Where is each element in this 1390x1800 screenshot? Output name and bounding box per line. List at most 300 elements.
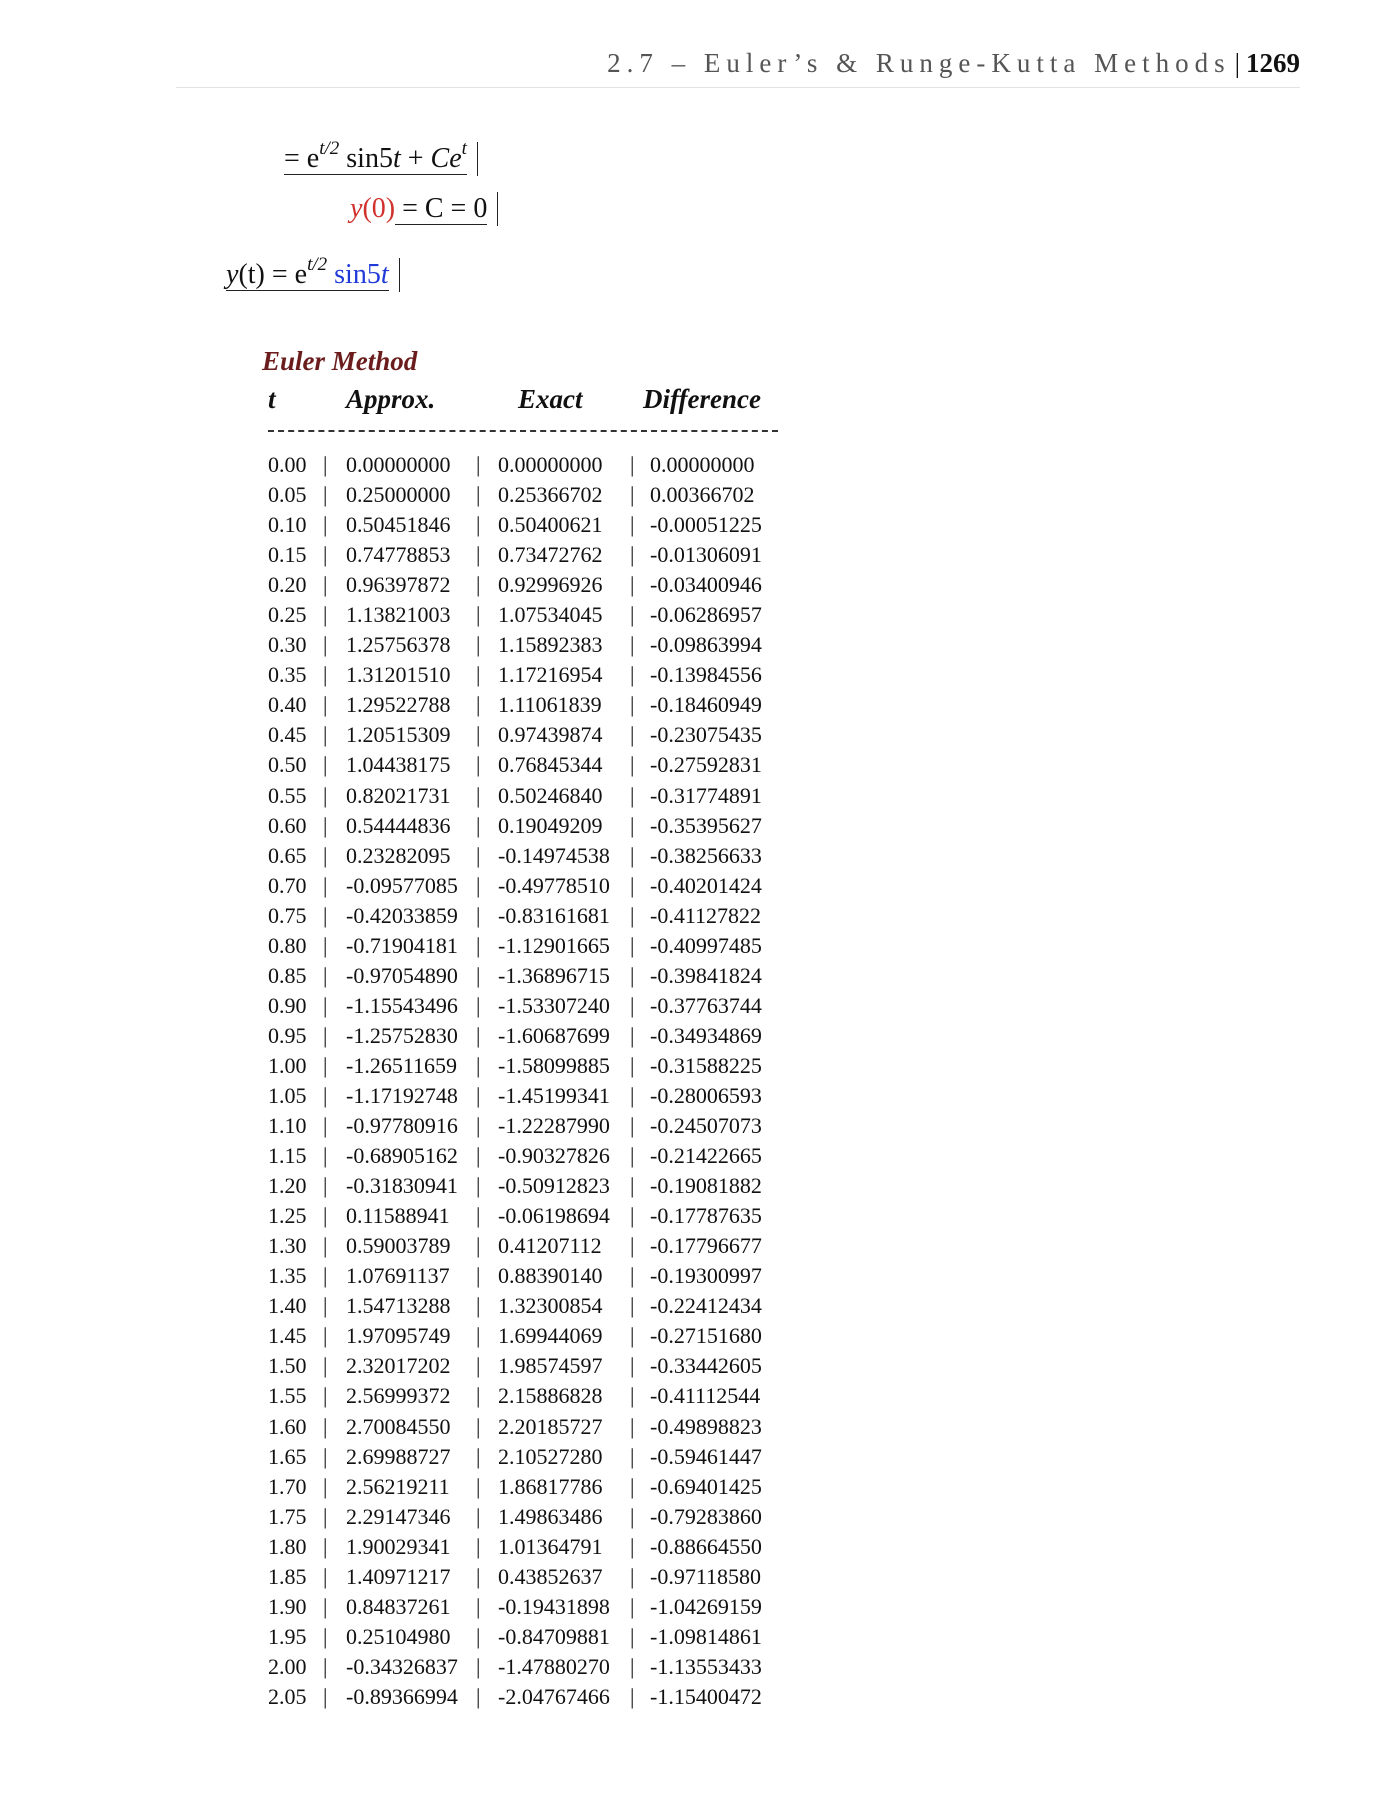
cell-exact: 0.88390140 xyxy=(498,1263,603,1289)
separator: | xyxy=(630,1623,635,1649)
cell-t: 0.65 xyxy=(268,842,307,868)
cell-exact: -0.19431898 xyxy=(498,1593,610,1619)
separator: | xyxy=(630,1203,635,1229)
separator: | xyxy=(630,1233,635,1259)
separator: | xyxy=(630,1113,635,1139)
cell-t: 1.35 xyxy=(268,1263,307,1289)
separator: | xyxy=(476,632,481,658)
cell-difference: -0.79283860 xyxy=(650,1503,762,1529)
separator: | xyxy=(476,1443,481,1469)
separator: | xyxy=(476,932,481,958)
cell-t: 0.95 xyxy=(268,1022,307,1048)
cell-difference: -0.34934869 xyxy=(650,1022,762,1048)
cell-exact: -0.90327826 xyxy=(498,1143,610,1169)
cell-approx: -0.09577085 xyxy=(346,872,458,898)
cell-exact: 1.01364791 xyxy=(498,1533,603,1559)
separator: | xyxy=(630,1383,635,1409)
cell-exact: 1.86817786 xyxy=(498,1473,603,1499)
cell-exact: -2.04767466 xyxy=(498,1683,610,1709)
separator: | xyxy=(323,512,328,538)
cell-approx: -1.15543496 xyxy=(346,992,458,1018)
cell-t: 0.15 xyxy=(268,542,307,568)
separator: | xyxy=(476,1082,481,1108)
separator: | xyxy=(323,1293,328,1319)
separator: | xyxy=(476,482,481,508)
separator: | xyxy=(476,1173,481,1199)
separator: | xyxy=(476,1263,481,1289)
separator: | xyxy=(630,1293,635,1319)
separator: | xyxy=(630,482,635,508)
separator: | xyxy=(476,1323,481,1349)
cell-exact: -0.84709881 xyxy=(498,1623,610,1649)
section-title: Euler Method xyxy=(262,346,418,376)
separator: | xyxy=(630,812,635,838)
separator: | xyxy=(476,602,481,628)
cell-approx: 1.97095749 xyxy=(346,1323,451,1349)
cell-exact: -1.58099885 xyxy=(498,1052,610,1078)
separator: | xyxy=(323,812,328,838)
cell-approx: 2.69988727 xyxy=(346,1443,451,1469)
separator: | xyxy=(630,572,635,598)
cell-difference: -0.39841824 xyxy=(650,962,762,988)
separator: | xyxy=(323,1173,328,1199)
cell-t: 0.90 xyxy=(268,992,307,1018)
cell-exact: 1.69944069 xyxy=(498,1323,603,1349)
separator: | xyxy=(323,1503,328,1529)
cell-approx: 1.04438175 xyxy=(346,752,451,778)
separator: | xyxy=(476,1533,481,1559)
cell-t: 1.20 xyxy=(268,1173,307,1199)
cell-approx: -0.42033859 xyxy=(346,902,458,928)
cell-approx: 0.50451846 xyxy=(346,512,451,538)
separator: | xyxy=(630,962,635,988)
cell-t: 1.30 xyxy=(268,1233,307,1259)
separator: | xyxy=(476,1653,481,1679)
cell-exact: 0.00000000 xyxy=(498,452,603,477)
cell-difference: -0.23075435 xyxy=(650,722,762,748)
cell-difference: -0.13984556 xyxy=(650,662,762,688)
cell-approx: -0.89366994 xyxy=(346,1683,458,1709)
header-t: t xyxy=(268,384,276,414)
separator: | xyxy=(630,1593,635,1619)
separator: | xyxy=(323,1143,328,1169)
cell-t: 1.45 xyxy=(268,1323,307,1349)
separator: | xyxy=(476,1293,481,1319)
separator: | xyxy=(323,1533,328,1559)
cell-difference: -0.35395627 xyxy=(650,812,762,838)
cell-t: 1.90 xyxy=(268,1593,307,1619)
separator: | xyxy=(323,632,328,658)
separator: | xyxy=(630,782,635,808)
cell-t: 1.10 xyxy=(268,1113,307,1139)
separator: | xyxy=(630,1473,635,1499)
separator: | xyxy=(323,1413,328,1439)
separator: | xyxy=(323,1263,328,1289)
separator: | xyxy=(323,962,328,988)
cell-approx: 1.29522788 xyxy=(346,692,451,718)
separator: | xyxy=(323,1233,328,1259)
separator: | xyxy=(476,752,481,778)
cell-difference: -0.37763744 xyxy=(650,992,762,1018)
cell-exact: -1.22287990 xyxy=(498,1113,610,1139)
cell-exact: -1.53307240 xyxy=(498,992,610,1018)
cell-exact: 0.97439874 xyxy=(498,722,603,748)
separator: | xyxy=(323,1383,328,1409)
separator: | xyxy=(630,1443,635,1469)
separator: | xyxy=(323,902,328,928)
cell-approx: 1.31201510 xyxy=(346,662,451,688)
cell-exact: 2.10527280 xyxy=(498,1443,603,1469)
separator: | xyxy=(630,1052,635,1078)
cell-t: 1.15 xyxy=(268,1143,307,1169)
cell-t: 1.00 xyxy=(268,1052,307,1078)
cell-approx: 1.20515309 xyxy=(346,722,451,748)
separator: | xyxy=(323,1323,328,1349)
cell-exact: 2.15886828 xyxy=(498,1383,603,1409)
separator: | xyxy=(476,1233,481,1259)
cell-difference: -1.09814861 xyxy=(650,1623,762,1649)
separator: | xyxy=(630,872,635,898)
header-separator: | xyxy=(1234,48,1240,78)
cell-approx: 1.25756378 xyxy=(346,632,451,658)
cell-difference: -0.27592831 xyxy=(650,752,762,778)
separator: | xyxy=(476,1113,481,1139)
cell-difference: -0.88664550 xyxy=(650,1533,762,1559)
cell-approx: 2.70084550 xyxy=(346,1413,451,1439)
cell-exact: 1.17216954 xyxy=(498,662,603,688)
separator: | xyxy=(323,572,328,598)
separator: | xyxy=(476,692,481,718)
cell-approx: -0.71904181 xyxy=(346,932,458,958)
separator: | xyxy=(323,752,328,778)
separator: | xyxy=(630,1413,635,1439)
separator: | xyxy=(630,722,635,748)
cell-difference: -0.09863994 xyxy=(650,632,762,658)
cell-exact: 1.49863486 xyxy=(498,1503,603,1529)
cell-difference: -0.00051225 xyxy=(650,512,762,538)
cell-difference: -0.41127822 xyxy=(650,902,762,928)
cell-t: 0.05 xyxy=(268,482,307,508)
separator: | xyxy=(630,1143,635,1169)
header-divider xyxy=(268,420,778,432)
cell-exact: -1.60687699 xyxy=(498,1022,610,1048)
separator: | xyxy=(476,1683,481,1709)
cell-t: 0.30 xyxy=(268,632,307,658)
cell-difference: -0.22412434 xyxy=(650,1293,762,1319)
separator: | xyxy=(630,902,635,928)
separator: | xyxy=(323,782,328,808)
cell-difference: -0.38256633 xyxy=(650,842,762,868)
cell-difference: -0.41112544 xyxy=(650,1383,761,1409)
cell-exact: 1.15892383 xyxy=(498,632,603,658)
cell-exact: -0.14974538 xyxy=(498,842,610,868)
cell-difference: -0.01306091 xyxy=(650,542,762,568)
cell-approx: 1.07691137 xyxy=(346,1263,450,1289)
cell-t: 1.05 xyxy=(268,1082,307,1108)
cell-exact: -0.50912823 xyxy=(498,1173,610,1199)
separator: | xyxy=(323,692,328,718)
cell-exact: -0.06198694 xyxy=(498,1203,610,1229)
separator: | xyxy=(630,992,635,1018)
cell-t: 0.85 xyxy=(268,962,307,988)
cell-t: 1.60 xyxy=(268,1413,307,1439)
cell-difference: -0.19081882 xyxy=(650,1173,762,1199)
cell-difference: -0.24507073 xyxy=(650,1113,762,1139)
cell-approx: -0.34326837 xyxy=(346,1653,458,1679)
separator: | xyxy=(630,1022,635,1048)
cell-exact: 0.19049209 xyxy=(498,812,603,838)
cell-t: 0.20 xyxy=(268,572,307,598)
cell-approx: 0.84837261 xyxy=(346,1593,451,1619)
cell-exact: 0.43852637 xyxy=(498,1563,603,1589)
separator: | xyxy=(476,542,481,568)
separator: | xyxy=(630,662,635,688)
cell-difference: -0.97118580 xyxy=(650,1563,762,1589)
cell-approx: 0.59003789 xyxy=(346,1233,451,1259)
separator: | xyxy=(323,932,328,958)
cell-difference: -0.33442605 xyxy=(650,1353,762,1379)
separator: | xyxy=(630,1173,635,1199)
separator: | xyxy=(630,512,635,538)
cell-approx: 0.96397872 xyxy=(346,572,451,598)
separator: | xyxy=(630,1353,635,1379)
separator: | xyxy=(323,1473,328,1499)
separator: | xyxy=(476,1623,481,1649)
separator: | xyxy=(630,932,635,958)
cell-exact: 0.25366702 xyxy=(498,482,603,508)
cell-t: 2.00 xyxy=(268,1653,307,1679)
cell-t: 1.80 xyxy=(268,1533,307,1559)
separator: | xyxy=(323,1623,328,1649)
separator: | xyxy=(323,842,328,868)
separator: | xyxy=(476,1052,481,1078)
chapter-title: 2.7 – Euler’s & Runge-Kutta Methods xyxy=(607,48,1231,78)
cell-t: 0.50 xyxy=(268,752,307,778)
cell-approx: 1.40971217 xyxy=(346,1563,451,1589)
separator: | xyxy=(630,1082,635,1108)
cell-exact: 0.76845344 xyxy=(498,752,603,778)
cell-approx: 0.25104980 xyxy=(346,1623,451,1649)
cell-approx: -0.68905162 xyxy=(346,1143,458,1169)
cell-t: 0.40 xyxy=(268,692,307,718)
cell-t: 0.60 xyxy=(268,812,307,838)
cell-t: 0.55 xyxy=(268,782,307,808)
cell-t: 1.50 xyxy=(268,1353,307,1379)
separator: | xyxy=(630,632,635,658)
cell-difference: -0.18460949 xyxy=(650,692,762,718)
separator: | xyxy=(476,902,481,928)
cell-difference: 0.00366702 xyxy=(650,482,755,508)
separator: | xyxy=(476,812,481,838)
separator: | xyxy=(630,692,635,718)
separator: | xyxy=(630,1683,635,1709)
header-exact: Exact xyxy=(518,384,583,414)
cell-t: 0.10 xyxy=(268,512,307,538)
cell-t: 1.95 xyxy=(268,1623,307,1649)
equation-particular-solution: $y(t) = e^{t/2}$ sin5t xyxy=(226,258,400,292)
separator: | xyxy=(476,1383,481,1409)
cell-exact: -1.45199341 xyxy=(498,1082,610,1108)
separator: | xyxy=(323,602,328,628)
separator: | xyxy=(630,1653,635,1679)
cell-approx: 1.90029341 xyxy=(346,1533,451,1559)
separator: | xyxy=(476,1022,481,1048)
cell-t: 1.40 xyxy=(268,1293,307,1319)
cell-t: 0.25 xyxy=(268,602,307,628)
cell-approx: -0.31830941 xyxy=(346,1173,458,1199)
cell-approx: -0.97054890 xyxy=(346,962,458,988)
separator: | xyxy=(476,1563,481,1589)
separator: | xyxy=(476,1473,481,1499)
cell-difference: 0.00000000 xyxy=(650,452,755,477)
separator: | xyxy=(323,1593,328,1619)
cell-approx: 0.25000000 xyxy=(346,482,451,508)
header-approx: Approx. xyxy=(346,384,436,414)
cell-t: 0.00 xyxy=(268,452,307,477)
page-header xyxy=(0,48,1300,88)
cell-t: 0.35 xyxy=(268,662,307,688)
separator: | xyxy=(323,1563,328,1589)
separator: | xyxy=(323,542,328,568)
separator: | xyxy=(476,872,481,898)
separator: | xyxy=(323,1443,328,1469)
separator: | xyxy=(630,452,635,477)
cell-exact: -0.83161681 xyxy=(498,902,610,928)
cell-difference: -0.28006593 xyxy=(650,1082,762,1108)
cell-approx: 2.56219211 xyxy=(346,1473,450,1499)
cell-approx: -1.17192748 xyxy=(346,1082,458,1108)
cell-approx: 2.29147346 xyxy=(346,1503,451,1529)
cell-approx: 0.00000000 xyxy=(346,452,451,477)
cell-exact: -1.47880270 xyxy=(498,1653,610,1679)
cell-approx: 2.56999372 xyxy=(346,1383,451,1409)
header-difference: Difference xyxy=(643,384,761,414)
cell-t: 1.70 xyxy=(268,1473,307,1499)
cell-approx: 0.23282095 xyxy=(346,842,451,868)
cell-difference: -0.49898823 xyxy=(650,1413,762,1439)
separator: | xyxy=(323,992,328,1018)
equation-general-solution: = $e^{t/2}$ $\sin 5t + Ce^t$ xyxy=(284,142,478,176)
cell-exact: -0.49778510 xyxy=(498,872,610,898)
separator: | xyxy=(323,872,328,898)
separator: | xyxy=(630,1263,635,1289)
cell-exact: 2.20185727 xyxy=(498,1413,603,1439)
separator: | xyxy=(323,722,328,748)
separator: | xyxy=(476,992,481,1018)
cell-difference: -0.40997485 xyxy=(650,932,762,958)
cell-t: 1.65 xyxy=(268,1443,307,1469)
separator: | xyxy=(476,722,481,748)
cell-t: 0.70 xyxy=(268,872,307,898)
cell-difference: -1.04269159 xyxy=(650,1593,762,1619)
cell-t: 1.85 xyxy=(268,1563,307,1589)
cell-difference: -0.69401425 xyxy=(650,1473,762,1499)
cell-approx: 0.11588941 xyxy=(346,1203,450,1229)
cell-difference: -1.15400472 xyxy=(650,1683,762,1709)
cell-difference: -0.31774891 xyxy=(650,782,762,808)
cell-approx: -1.26511659 xyxy=(346,1052,458,1078)
cell-difference: -0.31588225 xyxy=(650,1052,762,1078)
separator: | xyxy=(630,842,635,868)
cell-exact: 1.11061839 xyxy=(498,692,602,718)
separator: | xyxy=(323,1353,328,1379)
cell-exact: 0.92996926 xyxy=(498,572,603,598)
separator: | xyxy=(323,1082,328,1108)
separator: | xyxy=(630,602,635,628)
cell-exact: -1.12901665 xyxy=(498,932,610,958)
separator: | xyxy=(630,1563,635,1589)
cell-difference: -0.59461447 xyxy=(650,1443,762,1469)
separator: | xyxy=(476,662,481,688)
cell-exact: 0.50246840 xyxy=(498,782,603,808)
cell-approx: 2.32017202 xyxy=(346,1353,451,1379)
cell-difference: -0.40201424 xyxy=(650,872,762,898)
separator: | xyxy=(630,542,635,568)
equation-initial-condition: y(0) = C = 0 xyxy=(350,192,498,226)
separator: | xyxy=(323,452,328,477)
separator: | xyxy=(476,962,481,988)
separator: | xyxy=(630,752,635,778)
separator: | xyxy=(323,1113,328,1139)
separator: | xyxy=(476,1353,481,1379)
separator: | xyxy=(476,512,481,538)
cell-difference: -0.06286957 xyxy=(650,602,762,628)
cell-difference: -0.27151680 xyxy=(650,1323,762,1349)
cell-t: 0.45 xyxy=(268,722,307,748)
cell-approx: 1.54713288 xyxy=(346,1293,451,1319)
separator: | xyxy=(323,1683,328,1709)
cell-t: 2.05 xyxy=(268,1683,307,1709)
cell-t: 0.75 xyxy=(268,902,307,928)
cell-t: 1.25 xyxy=(268,1203,307,1229)
cell-difference: -0.19300997 xyxy=(650,1263,762,1289)
separator: | xyxy=(630,1533,635,1559)
cell-t: 1.75 xyxy=(268,1503,307,1529)
separator: | xyxy=(323,1022,328,1048)
separator: | xyxy=(323,662,328,688)
separator: | xyxy=(323,1653,328,1679)
separator: | xyxy=(630,1503,635,1529)
cell-exact: 0.73472762 xyxy=(498,542,603,568)
cell-approx: 0.74778853 xyxy=(346,542,451,568)
cell-t: 0.80 xyxy=(268,932,307,958)
separator: | xyxy=(476,452,481,477)
separator: | xyxy=(476,842,481,868)
header-rule xyxy=(176,87,1300,88)
separator: | xyxy=(476,1143,481,1169)
separator: | xyxy=(323,482,328,508)
cell-approx: -0.97780916 xyxy=(346,1113,458,1139)
cell-difference: -0.21422665 xyxy=(650,1143,762,1169)
separator: | xyxy=(630,1323,635,1349)
cell-difference: -0.17787635 xyxy=(650,1203,762,1229)
separator: | xyxy=(476,1593,481,1619)
separator: | xyxy=(476,782,481,808)
cell-exact: 0.50400621 xyxy=(498,512,603,538)
separator: | xyxy=(323,1203,328,1229)
separator: | xyxy=(323,1052,328,1078)
separator: | xyxy=(476,572,481,598)
cell-difference: -0.17796677 xyxy=(650,1233,762,1259)
separator: | xyxy=(476,1203,481,1229)
cell-exact: -1.36896715 xyxy=(498,962,610,988)
separator: | xyxy=(476,1503,481,1529)
cell-difference: -1.13553433 xyxy=(650,1653,762,1679)
cell-approx: 1.13821003 xyxy=(346,602,451,628)
cell-approx: -1.25752830 xyxy=(346,1022,458,1048)
cell-t: 1.55 xyxy=(268,1383,307,1409)
cell-exact: 1.32300854 xyxy=(498,1293,603,1319)
